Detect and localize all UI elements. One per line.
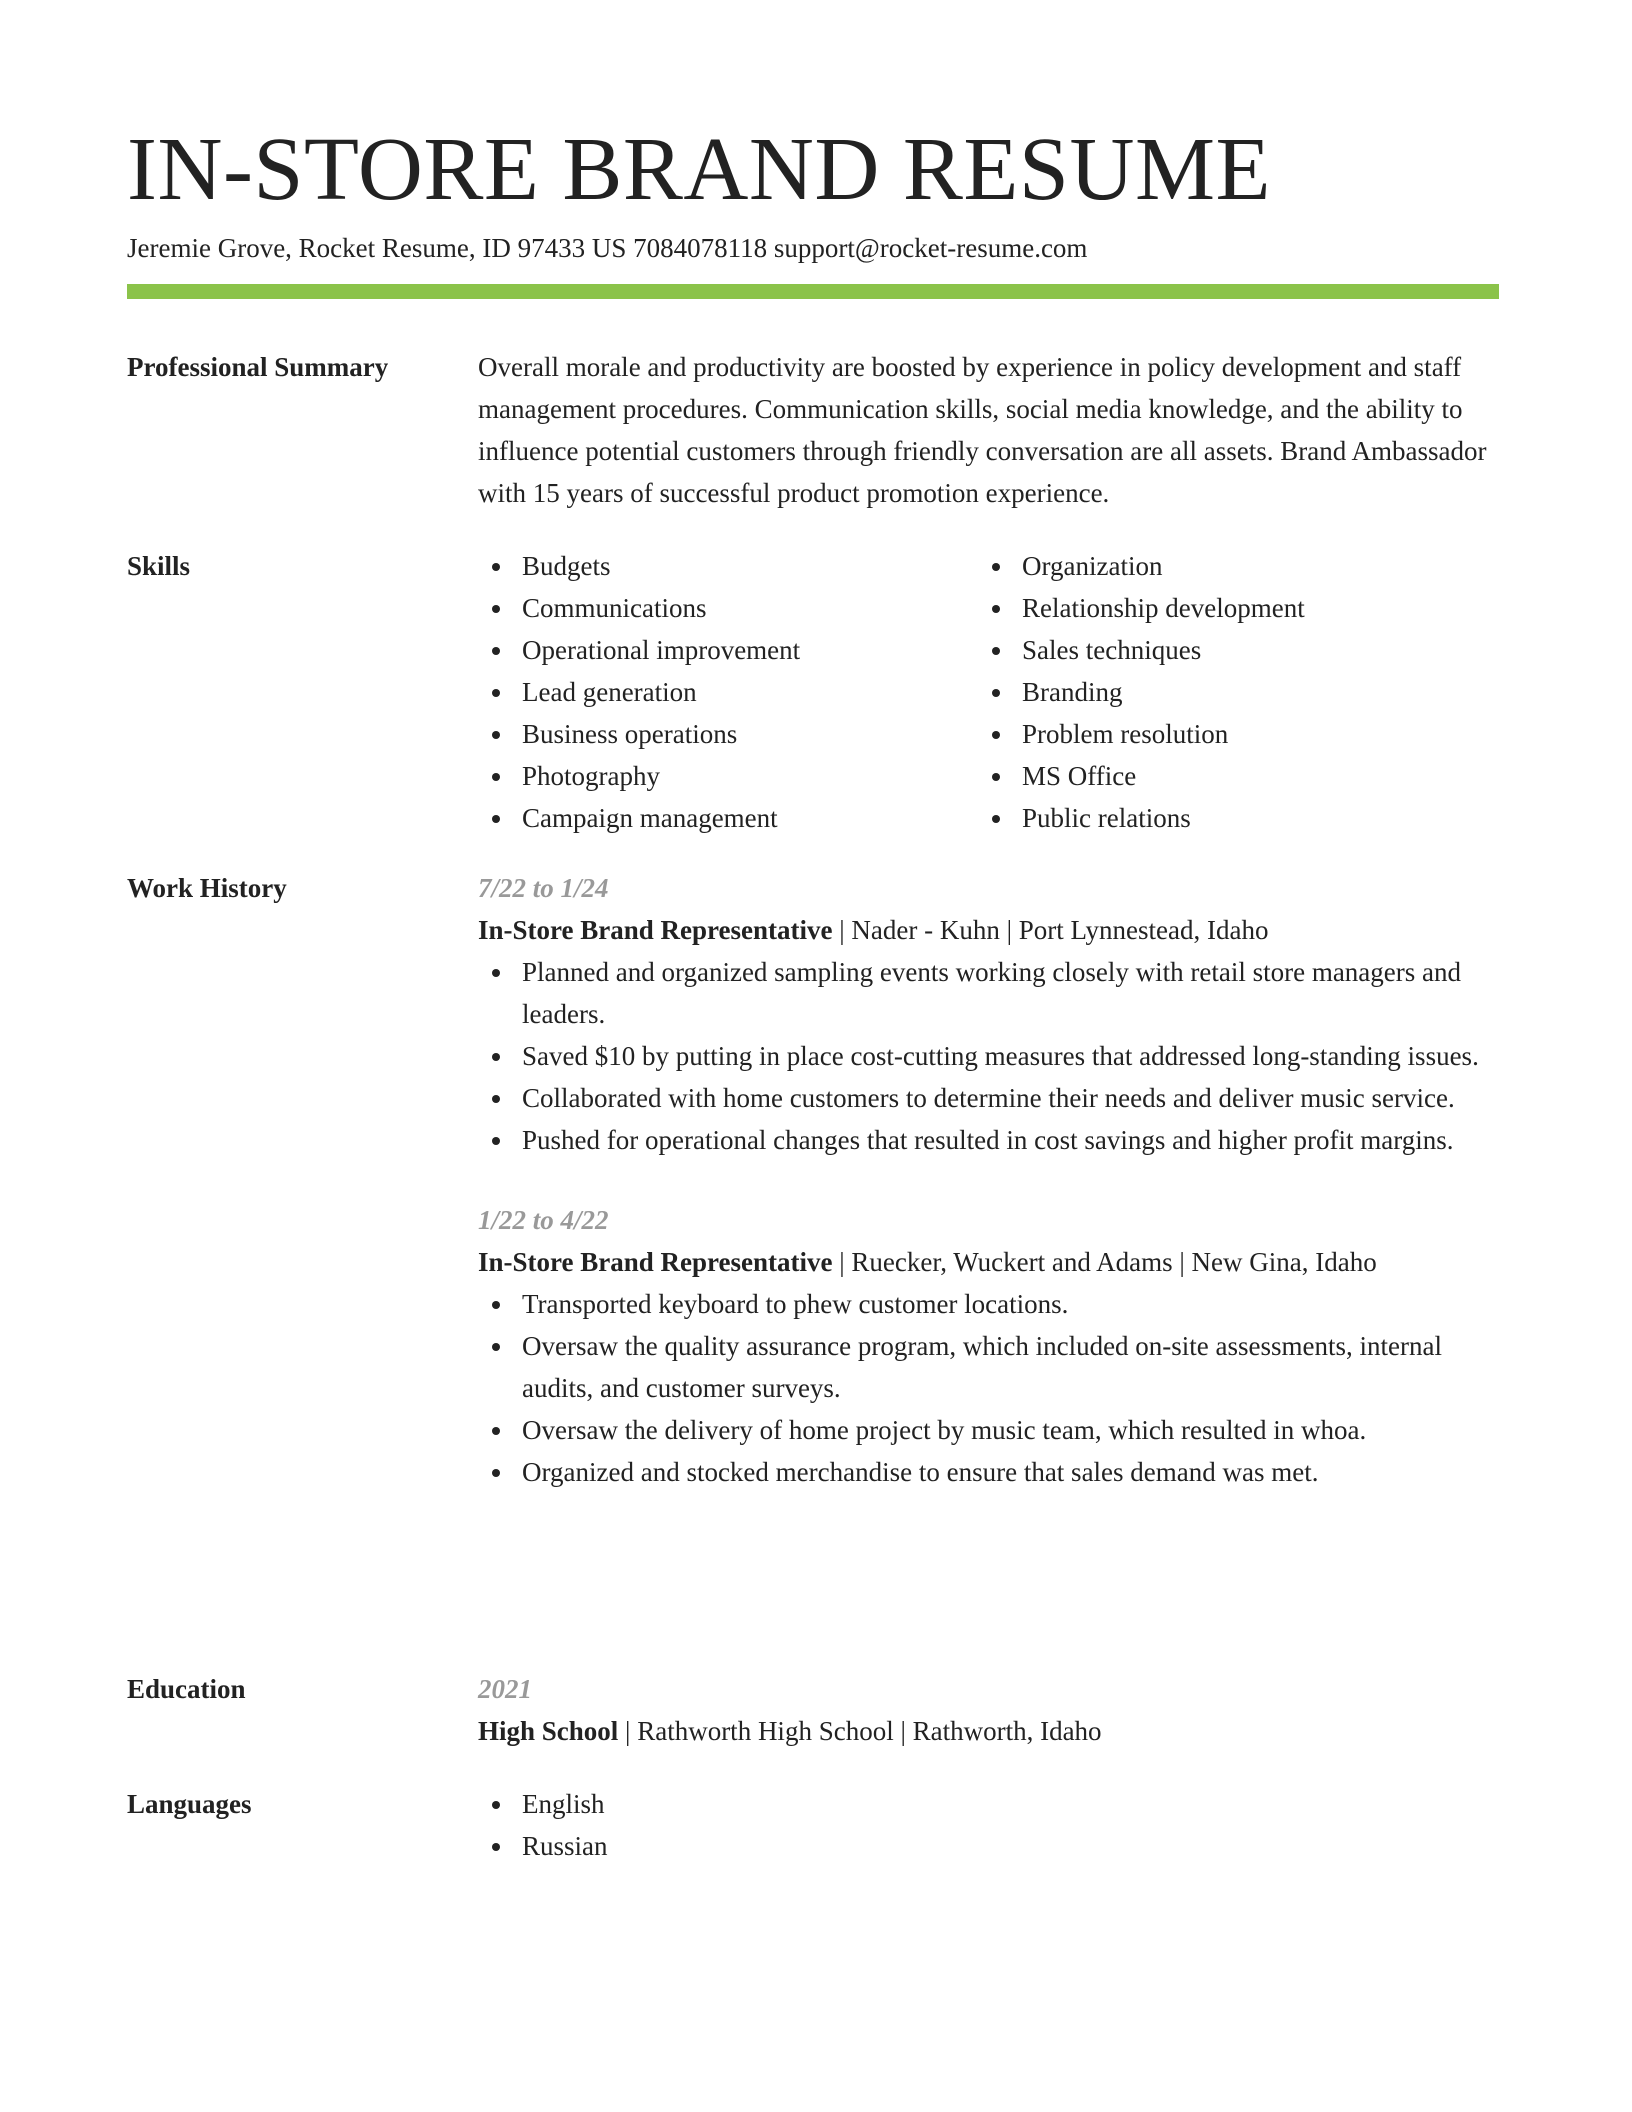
education-heading-line <box>478 1710 1499 1752</box>
job-dates: 7/22 to 1/24 <box>478 873 609 903</box>
education-year: 2021 <box>478 1674 532 1704</box>
skill-item: Business operations <box>478 713 978 755</box>
job-bullet: Collaborated with home customers to determine their needs and deliver music service. <box>478 1077 1499 1119</box>
job-bullets <box>478 951 1499 1161</box>
job-bullet: Organized and stocked merchandise to ensure that sales demand was met. <box>478 1451 1499 1493</box>
job-bullet: Oversaw the quality assurance program, which included on-site assessments, internal audits, and customer surveys. <box>478 1325 1499 1409</box>
job-bullets <box>478 1283 1499 1493</box>
skill-item: Branding <box>978 671 1478 713</box>
job-bullet: Transported keyboard to phew customer locations. <box>478 1283 1499 1325</box>
skill-item: Communications <box>478 587 978 629</box>
contact-name-address: Jeremie Grove, Rocket Resume, ID 97433 US <box>127 233 627 263</box>
resume-title: IN-STORE BRAND RESUME <box>127 120 1271 219</box>
skills-heading: Skills <box>127 551 191 581</box>
skill-item: Lead generation <box>478 671 978 713</box>
contact-phone: 7084078118 <box>633 233 768 263</box>
job-details: | Nader - Kuhn | Port Lynnestead, Idaho <box>832 915 1269 945</box>
language-item: Russian <box>478 1825 1499 1867</box>
education-degree: High School <box>478 1716 619 1746</box>
skills-list-left <box>478 545 978 839</box>
job-dates: 1/22 to 4/22 <box>478 1205 609 1235</box>
skills-column-right <box>978 545 1478 839</box>
skill-item: Public relations <box>978 797 1478 839</box>
languages-heading: Languages <box>127 1789 252 1819</box>
contact-email: support@rocket-resume.com <box>773 233 1088 263</box>
skill-item: Photography <box>478 755 978 797</box>
education-details: | Rathworth High School | Rathworth, Idaho <box>618 1716 1102 1746</box>
header-divider <box>127 284 1499 299</box>
summary-heading: Professional Summary <box>127 352 389 382</box>
summary-text: Overall morale and productivity are boosted by experience in policy development and staff management procedures. Communication skills, social media knowledge, and the ability to influence potential customers through friendly conversation are all assets. Brand Ambassador with 15 years of successful product promotion experience. <box>478 352 1487 508</box>
job-title: In-Store Brand Representative <box>478 915 833 945</box>
skill-item: Problem resolution <box>978 713 1478 755</box>
work-history-heading: Work History <box>127 873 287 903</box>
summary-body <box>478 346 1499 514</box>
skill-item: Relationship development <box>978 587 1478 629</box>
skill-item: Budgets <box>478 545 978 587</box>
job-bullet: Pushed for operational changes that resulted in cost savings and higher profit margins. <box>478 1119 1499 1161</box>
language-item: English <box>478 1783 1499 1825</box>
job-title: In-Store Brand Representative <box>478 1247 833 1277</box>
skill-item: MS Office <box>978 755 1478 797</box>
job-entry <box>478 867 1499 1161</box>
job-entry <box>478 1199 1499 1493</box>
skill-item: Campaign management <box>478 797 978 839</box>
skill-item: Organization <box>978 545 1478 587</box>
job-bullet: Planned and organized sampling events working closely with retail store managers and leaders. <box>478 951 1499 1035</box>
languages-list <box>478 1783 1499 1867</box>
education-body <box>478 1668 1499 1752</box>
job-bullet: Saved $10 by putting in place cost-cutting measures that addressed long-standing issues. <box>478 1035 1499 1077</box>
job-heading <box>478 909 1499 951</box>
skill-item: Operational improvement <box>478 629 978 671</box>
job-details: | Ruecker, Wuckert and Adams | New Gina, Idaho <box>832 1247 1377 1277</box>
job-bullet: Oversaw the delivery of home project by music team, which resulted in whoa. <box>478 1409 1499 1451</box>
skills-column-left <box>478 545 978 839</box>
education-heading: Education <box>127 1674 246 1704</box>
skills-list-right <box>978 545 1478 839</box>
languages-body <box>478 1783 1499 1867</box>
work-history-body <box>478 867 1499 1493</box>
job-heading <box>478 1241 1499 1283</box>
skill-item: Sales techniques <box>978 629 1478 671</box>
contact-line <box>127 230 1087 266</box>
